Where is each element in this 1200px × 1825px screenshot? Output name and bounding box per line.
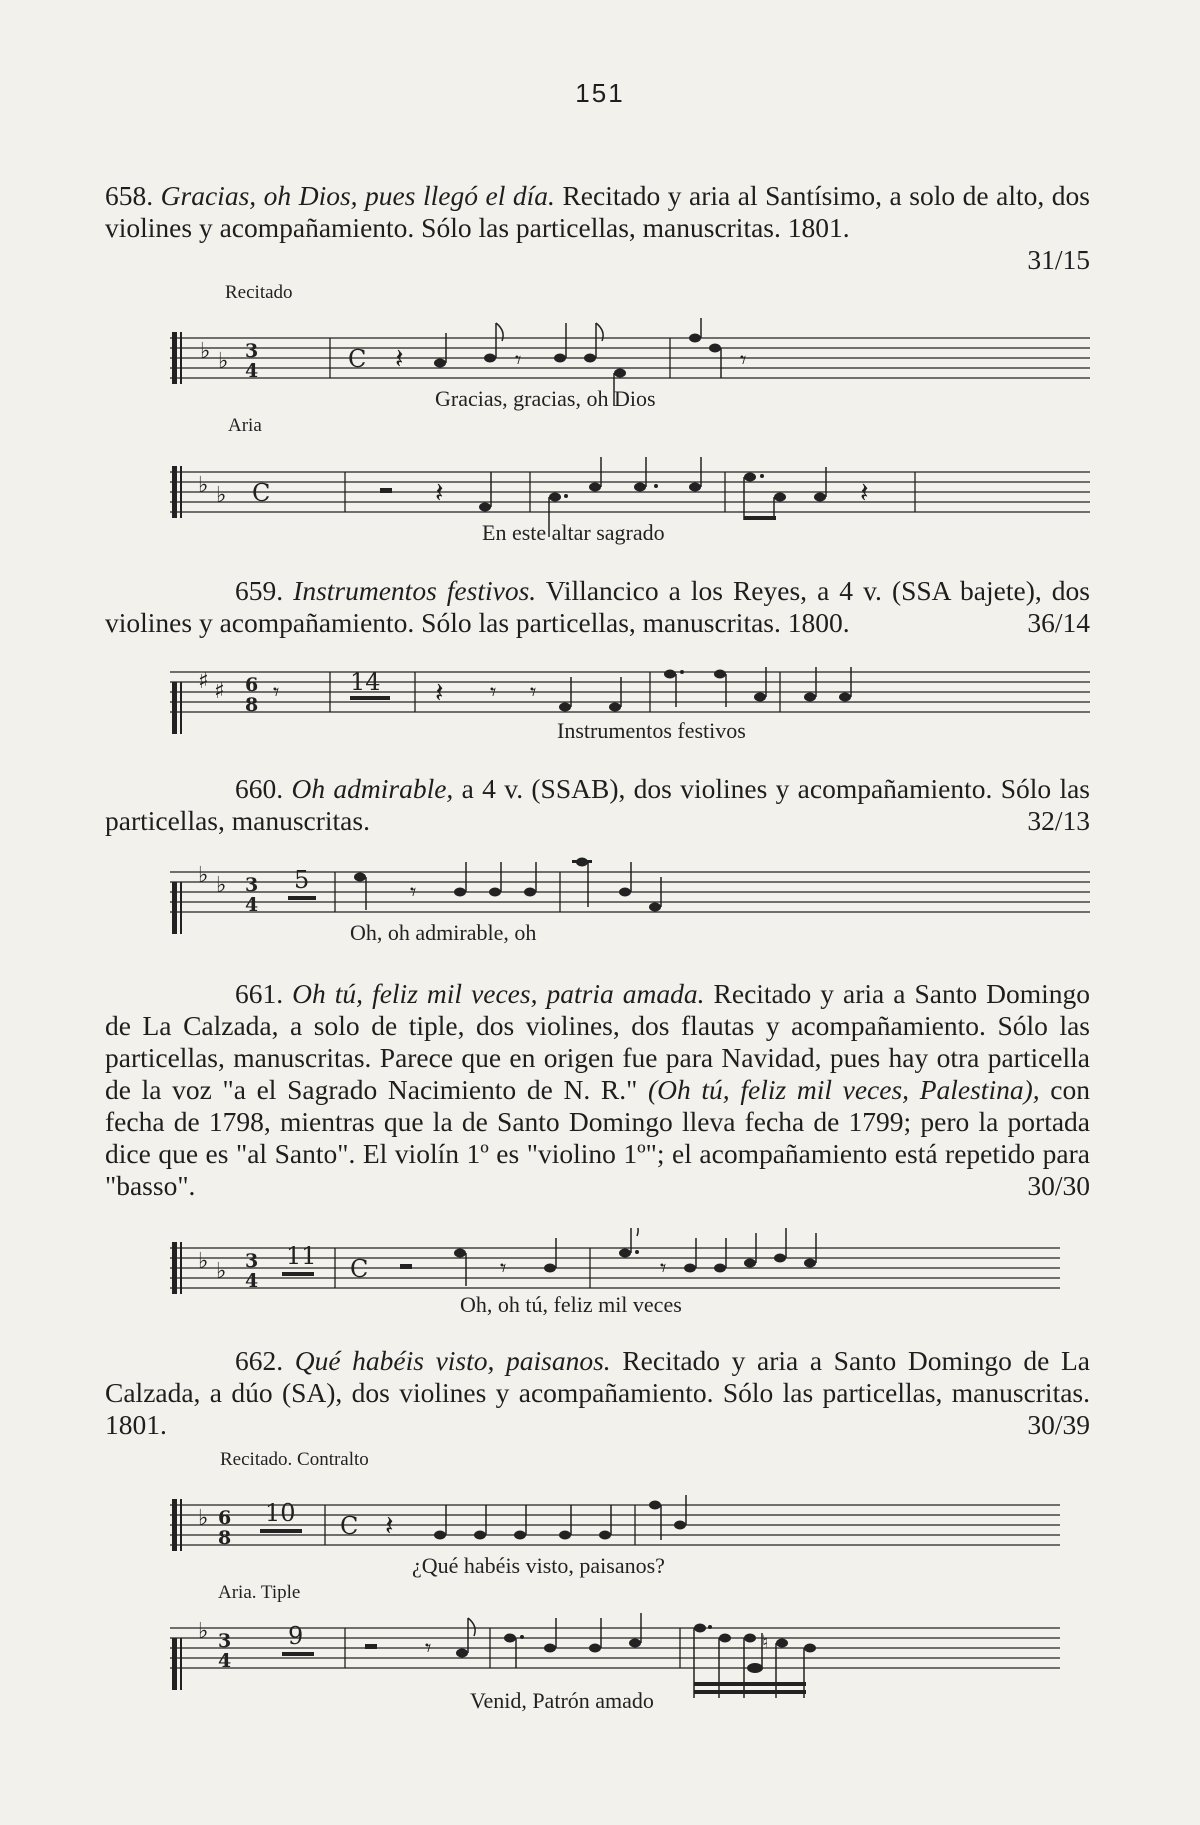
incipit-lyrics: Venid, Patrón amado — [470, 1688, 654, 1713]
entry-description: Recitado y aria a Santo Domingo de La Calzada, a solo de tiple, dos violines, dos flautas y acompañamiento. Sólo las particellas, manuscritas. Parece que en origen fue para Navidad, pues hay otra particella de la voz "a el Sagrado Nacimiento de N. R." — [105, 978, 1091, 1105]
entry-title: Oh admirable, — [291, 773, 454, 804]
incipit-lyrics: Instrumentos festivos — [557, 718, 746, 743]
entry-number: 658. — [105, 180, 154, 211]
svg-text:♮: ♮ — [762, 1632, 769, 1653]
incipit-label: Aria — [228, 415, 262, 436]
incipit-lyrics: En este altar sagrado — [482, 520, 665, 545]
catalog-entry-661 — [105, 978, 1090, 1202]
meter-sign: C — [348, 345, 367, 373]
svg-text:𝄾: 𝄾 — [500, 1254, 507, 1282]
entry-title: Oh tú, feliz mil veces, patria amada. — [292, 978, 705, 1009]
svg-text:𝄾: 𝄾 — [530, 678, 537, 706]
svg-text:𝄾: 𝄾 — [660, 1254, 667, 1282]
entry-alt-title: (Oh tú, feliz mil veces, Palestina), — [647, 1074, 1040, 1105]
svg-text:♭: ♭ — [200, 339, 211, 364]
catalog-entry-660 — [105, 773, 1090, 837]
svg-text:♭: ♭ — [216, 483, 227, 508]
time-signature-top: 3 — [245, 1250, 259, 1272]
rest-bar-count: 9 — [288, 1622, 304, 1650]
time-signature-bottom: 8 — [218, 1527, 232, 1549]
rest-bar-count: 11 — [286, 1242, 317, 1270]
svg-text:♭: ♭ — [198, 473, 209, 498]
svg-text:𝄽: 𝄽 — [435, 476, 444, 509]
time-signature-bottom: 4 — [245, 894, 259, 916]
time-signature-top: 6 — [245, 674, 259, 696]
time-signature-bottom: 8 — [245, 694, 259, 716]
time-signature-bottom: 4 — [218, 1650, 232, 1672]
time-signature-bottom: 4 — [245, 1270, 259, 1292]
rest-bar-count: 10 — [265, 1499, 296, 1527]
entry-reference: 36/14 — [1027, 607, 1090, 638]
page-number: 151 — [575, 78, 625, 108]
rest-bar-count: 14 — [350, 668, 381, 696]
svg-text:𝄾: 𝄾 — [273, 678, 280, 706]
svg-text:𝄽: 𝄽 — [860, 476, 869, 509]
time-signature-top: 3 — [245, 874, 259, 896]
catalog-entry-658 — [105, 180, 1090, 276]
entry-number: 660. — [235, 773, 284, 804]
rest-bar-count: 5 — [294, 866, 310, 894]
svg-text:♭: ♭ — [198, 1249, 209, 1274]
svg-text:𝄾: 𝄾 — [425, 1634, 432, 1662]
incipit-lyrics: Oh, oh admirable, oh — [350, 920, 537, 945]
svg-text:𝄾: 𝄾 — [515, 346, 522, 374]
entry-number: 659. — [235, 575, 284, 606]
svg-text:♭: ♭ — [216, 1259, 227, 1284]
entry-description: Recitado y aria a Santo Domingo de La Calzada, a dúo (SA), dos violines y acompañamiento. Sólo las particellas, manuscritas. 1801. — [105, 1345, 1091, 1440]
svg-text:♭: ♭ — [218, 349, 229, 374]
time-signature-bottom: 4 — [245, 360, 259, 382]
svg-text:𝄽: 𝄽 — [435, 676, 444, 709]
music-staff-660 — [170, 852, 1090, 942]
entry-description: Recitado y aria al Santísimo, a solo de alto, dos violines y acompañamiento. Sólo las particellas, manuscritas. 1801. — [105, 180, 1090, 243]
svg-text:♭: ♭ — [216, 873, 227, 898]
incipit-label: Aria. Tiple — [218, 1582, 301, 1603]
entry-reference: 30/39 — [1027, 1409, 1090, 1440]
incipit-lyrics: Oh, oh tú, feliz mil veces — [460, 1292, 682, 1317]
entry-description: a 4 v. (SSAB), dos violines y acompañamiento. Sólo las particellas, manuscritas. — [105, 773, 1091, 836]
entry-description: Villancico a los Reyes, a 4 v. (SSA bajete), dos violines y acompañamiento. Sólo las particellas, manuscritas. 1800. — [105, 575, 1090, 638]
entry-reference: 30/30 — [1027, 1170, 1090, 1201]
time-signature-top: 3 — [245, 340, 259, 362]
entry-reference: 31/15 — [1027, 244, 1090, 275]
incipit-lyrics: Gracias, gracias, oh Dios — [435, 386, 656, 411]
svg-text:♭: ♭ — [198, 1619, 209, 1644]
entry-reference: 32/13 — [1027, 805, 1090, 836]
svg-text:♭: ♭ — [198, 1506, 209, 1531]
incipit-label: Recitado. Contralto — [220, 1449, 369, 1470]
time-signature-top: 6 — [218, 1507, 232, 1529]
catalog-entry-659 — [105, 575, 1090, 639]
incipit-label: Recitado — [225, 282, 293, 303]
entry-number: 661. — [235, 978, 284, 1009]
entry-title: Instrumentos festivos. — [293, 575, 537, 606]
svg-text:𝄾: 𝄾 — [740, 346, 747, 374]
entry-description-cont: con fecha de 1798, mientras que la de Santo Domingo lleva fecha de 1799; pero la portada dice que es "al Santo". El violín 1º es "violino 1º"; el acompañamiento está repetido para "basso". — [105, 1074, 1091, 1201]
svg-text:♭: ♭ — [198, 863, 209, 888]
meter-sign: C — [340, 1512, 359, 1540]
svg-text:𝄽: 𝄽 — [395, 342, 404, 375]
entry-title: Qué habéis visto, paisanos. — [294, 1345, 611, 1376]
svg-text:𝄾: 𝄾 — [490, 678, 497, 706]
meter-sign: C — [252, 479, 271, 507]
meter-sign: C — [350, 1255, 369, 1283]
entry-number: 662. — [235, 1345, 284, 1376]
svg-text:♯: ♯ — [198, 669, 209, 694]
svg-text:𝄽: 𝄽 — [385, 1509, 394, 1542]
entry-title: Gracias, oh Dios, pues llegó el día. — [160, 180, 555, 211]
incipit-lyrics: ¿Qué habéis visto, paisanos? — [412, 1553, 665, 1578]
time-signature-top: 3 — [218, 1630, 232, 1652]
catalog-entry-662 — [105, 1345, 1090, 1441]
svg-text:♯: ♯ — [214, 679, 225, 704]
svg-text:𝄾: 𝄾 — [410, 878, 417, 906]
